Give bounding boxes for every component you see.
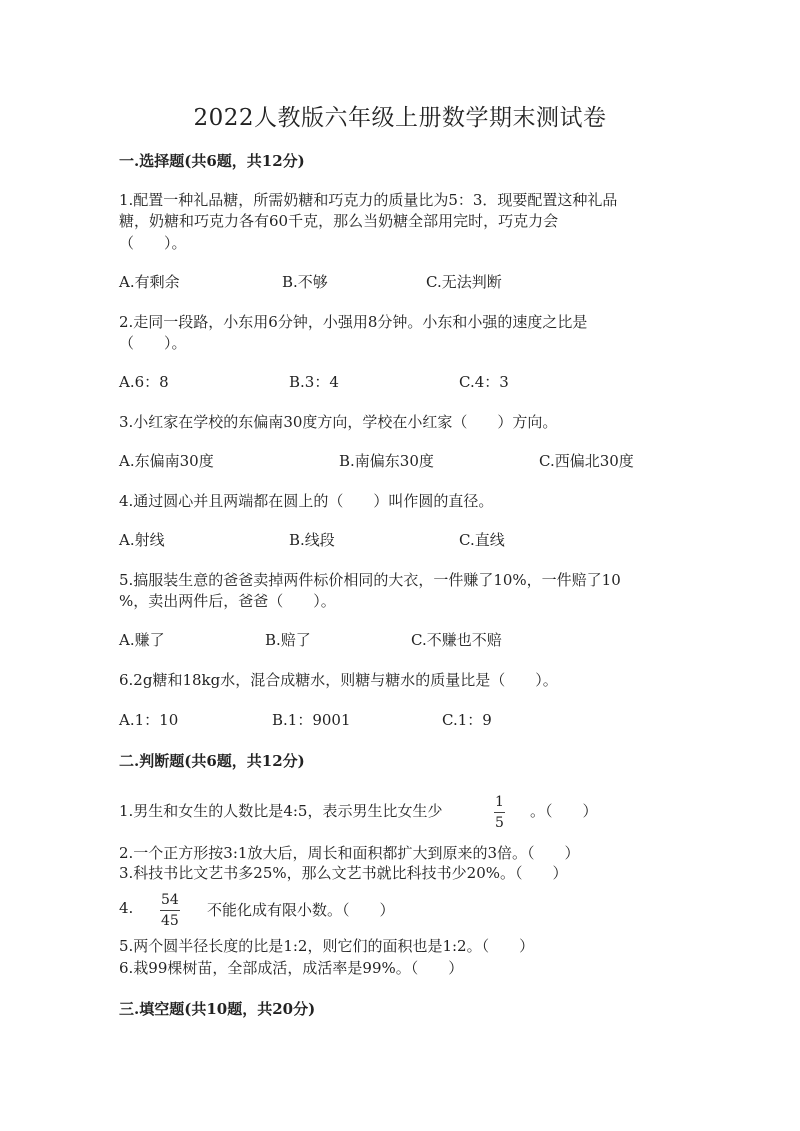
option-c: C.西偏北30度 [539,452,634,470]
option-c: C.不赚也不赔 [411,631,502,649]
option-c: C.1：9 [442,711,492,729]
fraction-numerator: 54 [161,892,179,908]
question-text: 不能化成有限小数。（ ） [207,901,395,919]
option-b: B.3：4 [289,373,339,391]
option-b: B.赔了 [265,631,311,649]
fraction [494,794,505,831]
option-a: A.6：8 [119,373,169,391]
option-b: B.南偏东30度 [339,452,434,470]
question-text: 1.配置一种礼品糖，所需奶糖和巧克力的质量比为5：3．现要配置这种礼品 [119,191,618,209]
question-text: 2.一个正方形按3:1放大后，周长和面积都扩大到原来的3倍。（ ） [119,844,580,862]
option-a: A.东偏南30度 [119,452,214,470]
option-a: A.有剩余 [119,273,180,291]
question-text: （ ）。 [119,234,187,252]
question-text: 2.走同一段路，小东用6分钟，小强用8分钟。小东和小强的速度之比是 [119,313,588,331]
section-heading-choice: 一.选择题(共6题，共12分) [119,152,305,170]
question-text: 。（ ） [530,802,598,820]
question-text: 6.栽99棵树苗，全部成活，成活率是99%。（ ） [119,959,464,977]
fraction-denominator: 5 [495,815,504,831]
question-text: 3.科技书比文艺书多25%，那么文艺书就比科技书少20%。（ ） [119,864,568,882]
option-a: A.赚了 [119,631,165,649]
option-b: B.不够 [282,273,328,291]
section-heading-judge: 二.判断题(共6题，共12分) [119,752,305,770]
question-text: 1.男生和女生的人数比是4:5，表示男生比女生少 [119,802,443,820]
question-text: 6.2g糖和18kg水，混合成糖水，则糖与糖水的质量比是（ ）。 [119,671,558,689]
question-text: %，卖出两件后，爸爸（ ）。 [119,592,336,610]
question-text: 糖，奶糖和巧克力各有60千克，那么当奶糖全部用完时，巧克力会 [119,212,559,230]
question-text: （ ）。 [119,334,187,352]
option-a: A.射线 [119,531,165,549]
fraction-denominator: 45 [161,913,179,929]
fraction-numerator: 1 [495,794,504,810]
option-c: C.4：3 [459,373,509,391]
option-c: C.直线 [459,531,505,549]
question-text: 4. [119,899,134,917]
option-b: B.1：9001 [272,711,351,729]
fraction-bar [494,812,505,813]
option-a: A.1：10 [119,711,179,729]
fraction [160,892,180,929]
section-heading-fill: 三.填空题(共10题，共20分) [119,1000,316,1018]
fraction-bar [160,910,180,911]
option-c: C.无法判断 [426,273,502,291]
question-text: 5.搞服装生意的爸爸卖掉两件标价相同的大衣，一件赚了10%，一件赔了10 [119,571,621,589]
option-b: B.线段 [289,531,335,549]
page-title: 2022人教版六年级上册数学期末测试卷 [193,105,607,131]
question-text: 5.两个圆半径长度的比是1:2，则它们的面积也是1:2。（ ） [119,937,535,955]
question-text: 3.小红家在学校的东偏南30度方向，学校在小红家（ ）方向。 [119,413,558,431]
question-text: 4.通过圆心并且两端都在圆上的（ ）叫作圆的直径。 [119,492,494,510]
